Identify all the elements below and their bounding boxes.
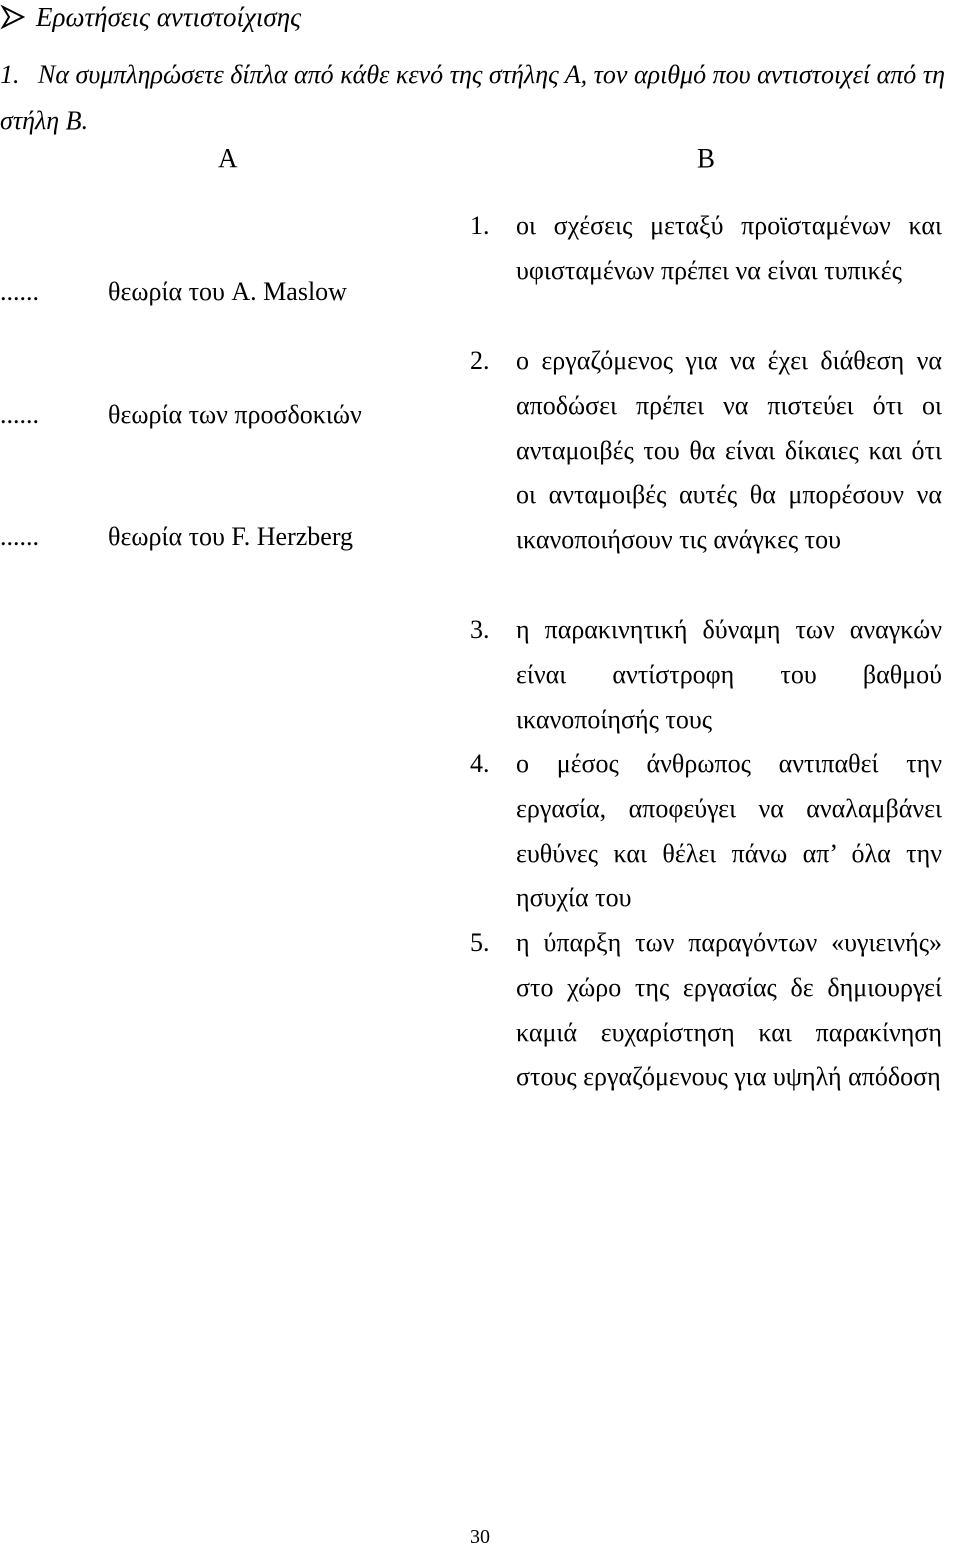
question-number: 1. (0, 60, 20, 89)
page-number: 30 (470, 1526, 490, 1548)
column-a-item-text: θεωρία του A. Maslow (108, 277, 347, 306)
column-b-item-number: 1. (470, 211, 490, 240)
column-b-item (470, 742, 942, 921)
answer-blank: ...... (0, 400, 39, 429)
column-b-item-text: ο μέσος άνθρωπος αντιπαθεί την εργασία, αποφεύγει να αναλαμβάνει ευθύνες και θέλει πάνω απ’ όλα την ησυχία του (516, 749, 942, 913)
column-b-item-number: 3. (470, 615, 490, 644)
column-b-item (470, 608, 942, 742)
column-b-item-text: οι σχέσεις μεταξύ προϊσταμένων και υφισταμένων πρέπει να είναι τυπικές (516, 211, 942, 285)
column-b-item-number: 5. (470, 928, 490, 957)
column-b-item-number: 4. (470, 749, 490, 778)
column-a-item (0, 270, 347, 314)
column-a-item (0, 515, 353, 559)
column-a-header: Α (218, 143, 238, 173)
section-heading (0, 0, 301, 34)
column-b-header: Β (697, 143, 716, 173)
column-b-item-text: η ύπαρξη των παραγόντων «υγιεινής» στο χώρο της εργασίας δε δημιουργεί καμιά ευχαρίστηση και παρακίνηση στους εργαζόμενους για υψηλή απόδοση (516, 928, 942, 1092)
column-b-item-text: η παρακινητική δύναμη των αναγκών είναι αντίστροφη του βαθμού ικανοποίησής τους (516, 615, 942, 734)
question-text: Να συμπληρώσετε δίπλα από κάθε κενό της στήλης Α, τον αριθμό που αντιστοιχεί από τη στήλη Β. (0, 60, 945, 135)
column-a-item-text: θεωρία του F. Herzberg (108, 522, 354, 551)
column-b-item-number: 2. (470, 346, 490, 375)
arrow-bullet-icon (0, 4, 26, 30)
column-a-item-text: θεωρία των προσδοκιών (108, 400, 362, 429)
column-b-item-text: ο εργαζόμενος για να έχει διάθεση να αποδώσει πρέπει να πιστεύει ότι οι ανταμοιβές του θα είναι δίκαιες και ότι οι ανταμοιβές αυτές θα μπορέσουν να ικανοποιήσουν τις ανάγκες του (516, 346, 942, 555)
question-instruction (0, 52, 945, 144)
section-heading-text: Ερωτήσεις αντιστοίχισης (36, 1, 302, 32)
column-b-item (470, 921, 942, 1100)
column-b-item (470, 204, 942, 294)
column-a-item (0, 393, 362, 437)
column-b-item (470, 339, 942, 563)
answer-blank: ...... (0, 522, 39, 551)
answer-blank: ...... (0, 277, 39, 306)
